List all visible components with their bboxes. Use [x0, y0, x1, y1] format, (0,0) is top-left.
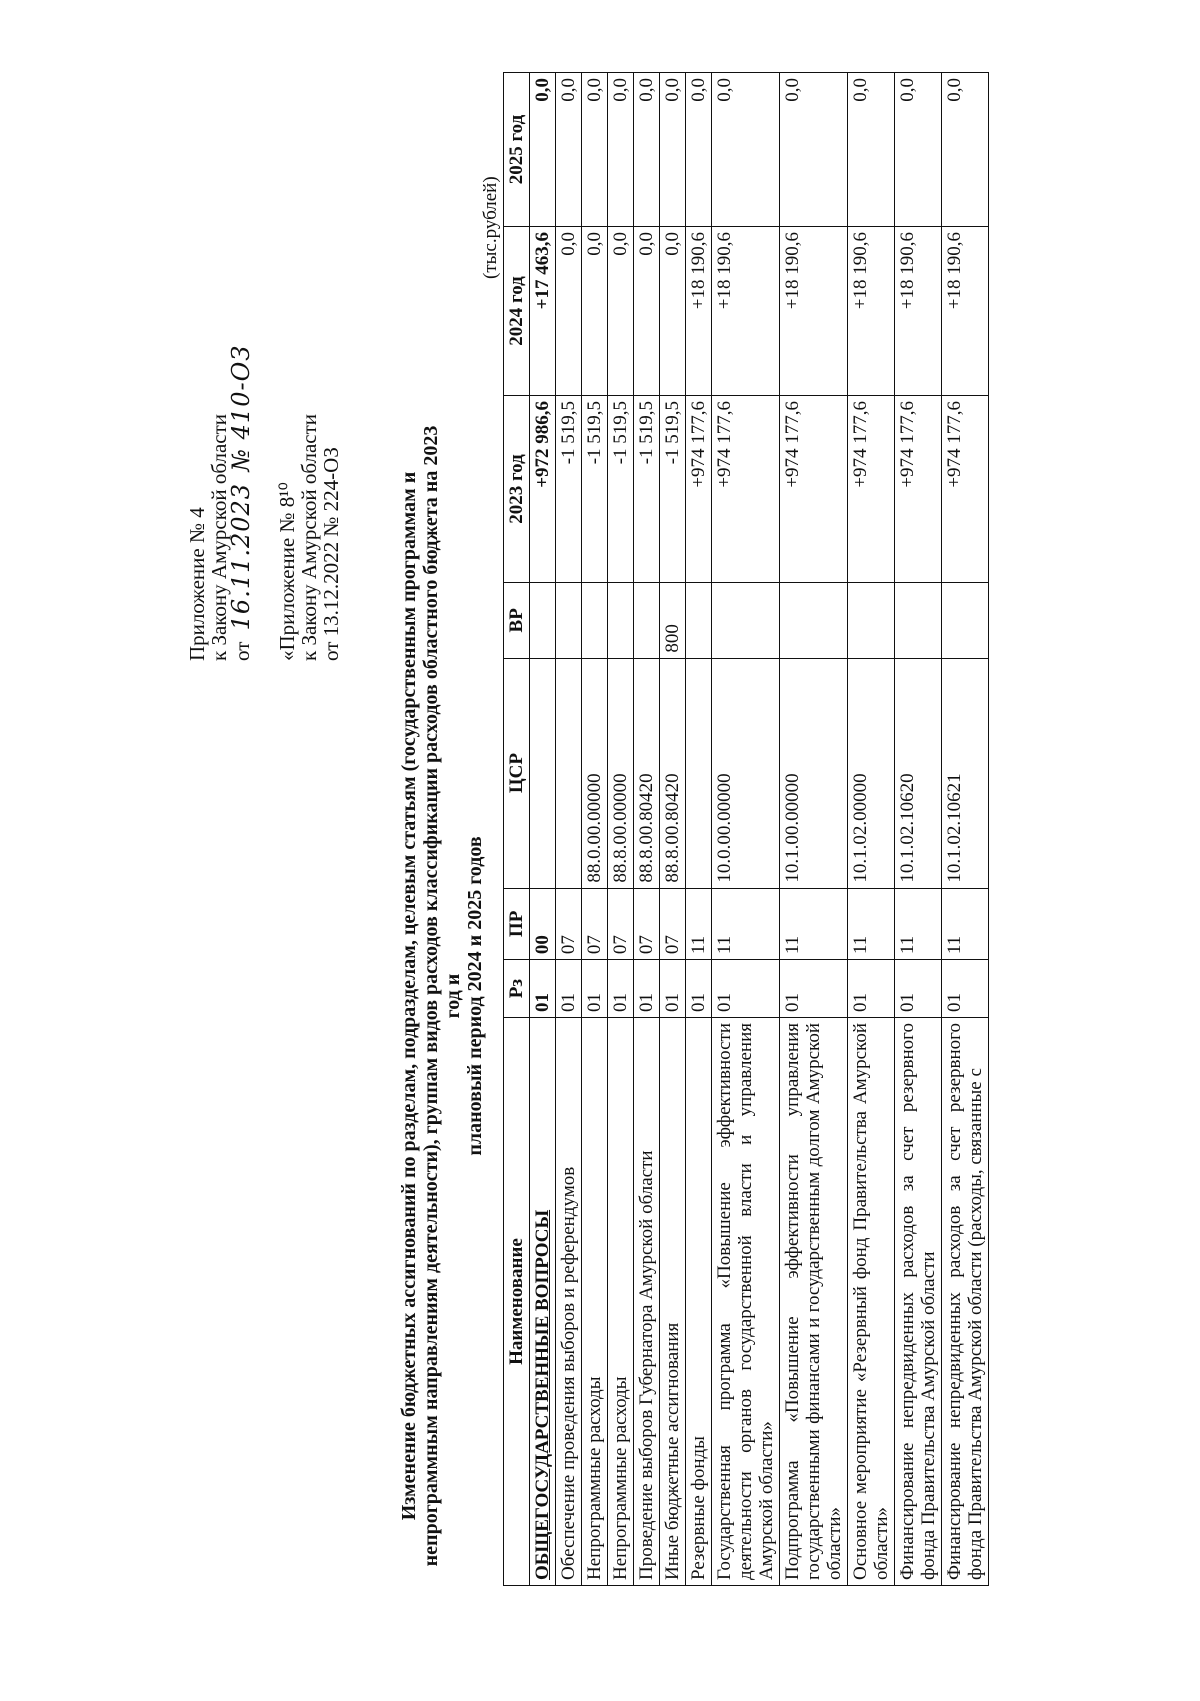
law-date-line — [227, 344, 255, 661]
cell-rz: 01 — [556, 960, 582, 1018]
cell-name: Иные бюджетные ассигнования — [660, 1018, 686, 1586]
budget-table — [503, 72, 989, 1586]
cell-2024: 0,0 — [582, 226, 608, 395]
cell-rz: 01 — [712, 960, 780, 1018]
cell-2023: -1 519,5 — [608, 395, 634, 582]
cell-pr: 07 — [608, 888, 634, 960]
table-row — [556, 73, 582, 1586]
cell-csr — [686, 658, 712, 888]
cell-2024: +18 190,6 — [942, 226, 989, 395]
table-header-row — [504, 73, 530, 1586]
cell-2024: 0,0 — [556, 226, 582, 395]
cell-2023: +974 177,6 — [942, 395, 989, 582]
cell-vr — [556, 583, 582, 659]
document-title — [398, 421, 486, 1571]
cell-2023: -1 519,5 — [660, 395, 686, 582]
cell-vr — [780, 583, 848, 659]
cell-2024: +17 463,6 — [530, 226, 556, 395]
cell-name: Основное мероприятие «Резервный фонд Правительства Амурской области» — [848, 1018, 895, 1586]
cell-vr — [634, 583, 660, 659]
cell-csr: 88.8.00.80420 — [660, 658, 686, 888]
cell-rz: 01 — [780, 960, 848, 1018]
cell-csr: 10.1.00.00000 — [780, 658, 848, 888]
table-row — [634, 73, 660, 1586]
cell-2024: +18 190,6 — [780, 226, 848, 395]
amended-law-reference: к Закону Амурской области — [297, 413, 321, 661]
cell-2024: 0,0 — [634, 226, 660, 395]
cell-vr — [942, 583, 989, 659]
cell-rz: 01 — [582, 960, 608, 1018]
cell-pr: 11 — [712, 888, 780, 960]
table-row — [848, 73, 895, 1586]
cell-2025: 0,0 — [895, 73, 942, 227]
cell-2024: 0,0 — [608, 226, 634, 395]
cell-2024: 0,0 — [660, 226, 686, 395]
amended-appendix-number: «Приложение № 8¹⁰ — [275, 482, 299, 661]
cell-pr: 11 — [848, 888, 895, 960]
cell-name: Финансирование непредвиденных расходов за счет резервного фонда Правительства Амурской области — [895, 1018, 942, 1586]
cell-2023: +974 177,6 — [686, 395, 712, 582]
cell-vr — [848, 583, 895, 659]
col-header-name: Наименование — [504, 1018, 530, 1586]
cell-name: ОБЩЕГОСУДАРСТВЕННЫЕ ВОПРОСЫ — [530, 1018, 556, 1586]
amended-appendix-header — [276, 414, 342, 661]
cell-csr — [556, 658, 582, 888]
cell-pr: 11 — [686, 888, 712, 960]
cell-2024: +18 190,6 — [848, 226, 895, 395]
cell-rz: 01 — [530, 960, 556, 1018]
cell-rz: 01 — [634, 960, 660, 1018]
cell-vr — [608, 583, 634, 659]
table-row — [660, 73, 686, 1586]
cell-rz: 01 — [895, 960, 942, 1018]
handwritten-number: № 410-ОЗ — [227, 344, 255, 472]
col-header-pr: ПР — [504, 888, 530, 960]
col-header-2025: 2025 год — [504, 73, 530, 227]
cell-2025: 0,0 — [608, 73, 634, 227]
cell-2025: 0,0 — [530, 73, 556, 227]
table-body — [530, 73, 989, 1586]
cell-csr: 10.1.02.00000 — [848, 658, 895, 888]
table-row — [942, 73, 989, 1586]
cell-pr: 07 — [582, 888, 608, 960]
cell-name: Обеспечение проведения выборов и референдумов — [556, 1018, 582, 1586]
cell-csr: 88.8.00.80420 — [634, 658, 660, 888]
appendix-number: Приложение № 4 — [185, 507, 209, 661]
col-header-csr: ЦСР — [504, 658, 530, 888]
table-row — [712, 73, 780, 1586]
cell-rz: 01 — [942, 960, 989, 1018]
cell-vr: 800 — [660, 583, 686, 659]
cell-pr: 11 — [942, 888, 989, 960]
amended-law-date: от 13.12.2022 № 224-ОЗ — [319, 447, 343, 661]
title-line-3: плановый период 2024 и 2025 годов — [464, 836, 486, 1156]
cell-2025: 0,0 — [582, 73, 608, 227]
cell-rz: 01 — [660, 960, 686, 1018]
units-label: (тыс.рублей) — [480, 176, 501, 279]
cell-2025: 0,0 — [634, 73, 660, 227]
col-header-rz: Рз — [504, 960, 530, 1018]
title-line-2: непрограммным направлениям деятельности), группам видов расходов классификации расходов областного бюджета на 2023 год и — [420, 425, 464, 1567]
cell-2025: 0,0 — [712, 73, 780, 227]
table-row — [895, 73, 942, 1586]
cell-pr: 07 — [634, 888, 660, 960]
cell-csr: 88.0.00.00000 — [582, 658, 608, 888]
handwritten-date: 16.11.2023 — [227, 482, 255, 631]
date-prefix: от — [230, 641, 254, 661]
cell-csr: 10.0.00.00000 — [712, 658, 780, 888]
cell-pr: 07 — [556, 888, 582, 960]
table-row — [582, 73, 608, 1586]
cell-csr: 88.8.00.00000 — [608, 658, 634, 888]
cell-name: Резервные фонды — [686, 1018, 712, 1586]
cell-name: Непрограммные расходы — [608, 1018, 634, 1586]
cell-vr — [530, 583, 556, 659]
cell-2023: +974 177,6 — [895, 395, 942, 582]
cell-csr: 10.1.02.10621 — [942, 658, 989, 888]
cell-2025: 0,0 — [848, 73, 895, 227]
cell-name: Непрограммные расходы — [582, 1018, 608, 1586]
cell-csr: 10.1.02.10620 — [895, 658, 942, 888]
cell-pr: 11 — [895, 888, 942, 960]
col-header-2024: 2024 год — [504, 226, 530, 395]
title-line-1: Изменение бюджетных ассигнований по разделам, подразделам, целевым статьям (государственным программам и — [398, 471, 420, 1521]
cell-2024: +18 190,6 — [712, 226, 780, 395]
cell-2025: 0,0 — [660, 73, 686, 227]
cell-2025: 0,0 — [556, 73, 582, 227]
cell-2023: -1 519,5 — [556, 395, 582, 582]
col-header-2023: 2023 год — [504, 395, 530, 582]
cell-pr: 11 — [780, 888, 848, 960]
cell-name: Проведение выборов Губернатора Амурской области — [634, 1018, 660, 1586]
table-row — [780, 73, 848, 1586]
col-header-vr: ВР — [504, 583, 530, 659]
cell-vr — [712, 583, 780, 659]
cell-2023: -1 519,5 — [634, 395, 660, 582]
cell-vr — [895, 583, 942, 659]
cell-name: Финансирование непредвиденных расходов за счет резервного фонда Правительства Амурской области (расходы, связанные с — [942, 1018, 989, 1586]
cell-pr: 07 — [660, 888, 686, 960]
cell-rz: 01 — [608, 960, 634, 1018]
table-row — [608, 73, 634, 1586]
table-row — [686, 73, 712, 1586]
cell-name: Государственная программа «Повышение эффективности деятельности органов государственной власти и управления Амурской области» — [712, 1018, 780, 1586]
cell-vr — [686, 583, 712, 659]
cell-2025: 0,0 — [942, 73, 989, 227]
cell-rz: 01 — [686, 960, 712, 1018]
cell-2025: 0,0 — [780, 73, 848, 227]
cell-2025: 0,0 — [686, 73, 712, 227]
table-row — [530, 73, 556, 1586]
cell-2024: +18 190,6 — [895, 226, 942, 395]
cell-2023: -1 519,5 — [582, 395, 608, 582]
cell-2023: +972 986,6 — [530, 395, 556, 582]
appendix-header — [186, 345, 253, 661]
cell-2023: +974 177,6 — [848, 395, 895, 582]
cell-name: Подпрограмма «Повышение эффективности управления государственными финансами и государственным долгом Амурской области» — [780, 1018, 848, 1586]
cell-2023: +974 177,6 — [712, 395, 780, 582]
cell-csr — [530, 658, 556, 888]
cell-vr — [582, 583, 608, 659]
law-reference: к Закону Амурской области — [207, 413, 231, 661]
cell-pr: 00 — [530, 888, 556, 960]
cell-rz: 01 — [848, 960, 895, 1018]
cell-2023: +974 177,6 — [780, 395, 848, 582]
cell-2024: +18 190,6 — [686, 226, 712, 395]
